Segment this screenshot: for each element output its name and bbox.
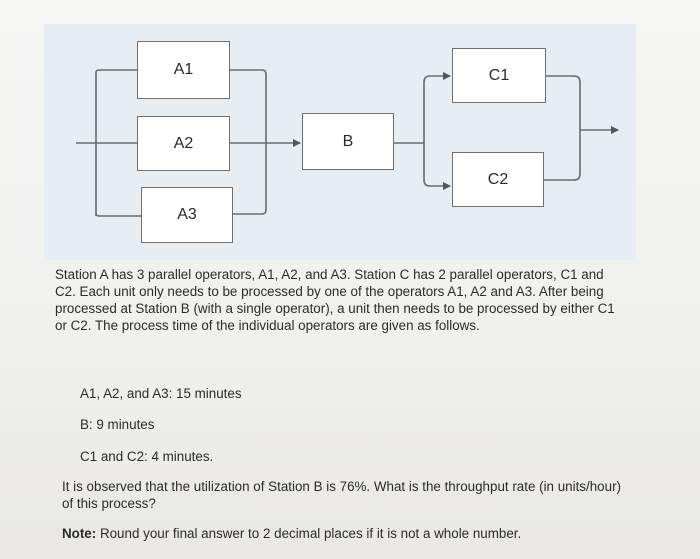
note-label: Note: xyxy=(62,526,97,541)
station-b-label: B xyxy=(342,132,354,150)
station-a2-box xyxy=(137,116,230,171)
station-b-box xyxy=(302,113,394,170)
c-split-bus xyxy=(424,76,450,82)
problem-paragraph: Station A has 3 parallel operators, A1, A2, and A3. Station C has 2 parallel operators, C1 and C2. Each unit only needs to be processed by one of the operators A1, A2 and A3. After being processed at Station B (with a single operator), a unit then needs to be processed by either C1 or C2. The process time of the individual operators are given as follows. xyxy=(55,267,615,333)
station-a1-label: A1 xyxy=(173,61,194,78)
station-a2-label: A2 xyxy=(173,134,194,152)
c2-to-merge xyxy=(544,174,580,180)
question-text: It is observed that the utilization of Station B is 76%. What is the throughput rate (in units/hour) of this process? xyxy=(62,479,621,511)
station-c2-label: C2 xyxy=(487,170,509,188)
station-a3-box xyxy=(141,187,233,243)
split-to-c2 xyxy=(424,180,450,186)
station-a1-box xyxy=(137,41,230,99)
station-a3-label: A3 xyxy=(177,206,197,223)
split-to-a3 xyxy=(96,214,141,216)
spec-a-times: A1, A2, and A3: 15 minutes xyxy=(80,386,242,401)
a1-to-merge xyxy=(230,70,266,74)
note xyxy=(62,526,521,541)
station-c1-box xyxy=(452,48,546,103)
problem-statement xyxy=(55,266,615,334)
spec-c-times: C1 and C2: 4 minutes. xyxy=(80,449,214,464)
station-c1-label: C1 xyxy=(488,66,510,84)
a3-to-merge xyxy=(233,210,266,214)
c1-to-merge xyxy=(546,76,580,82)
spec-b-time: B: 9 minutes xyxy=(80,417,155,432)
station-c2-box xyxy=(452,152,544,207)
note-text: Round your final answer to 2 decimal places if it is not a whole number. xyxy=(96,526,522,541)
split-to-a1 xyxy=(96,70,137,72)
